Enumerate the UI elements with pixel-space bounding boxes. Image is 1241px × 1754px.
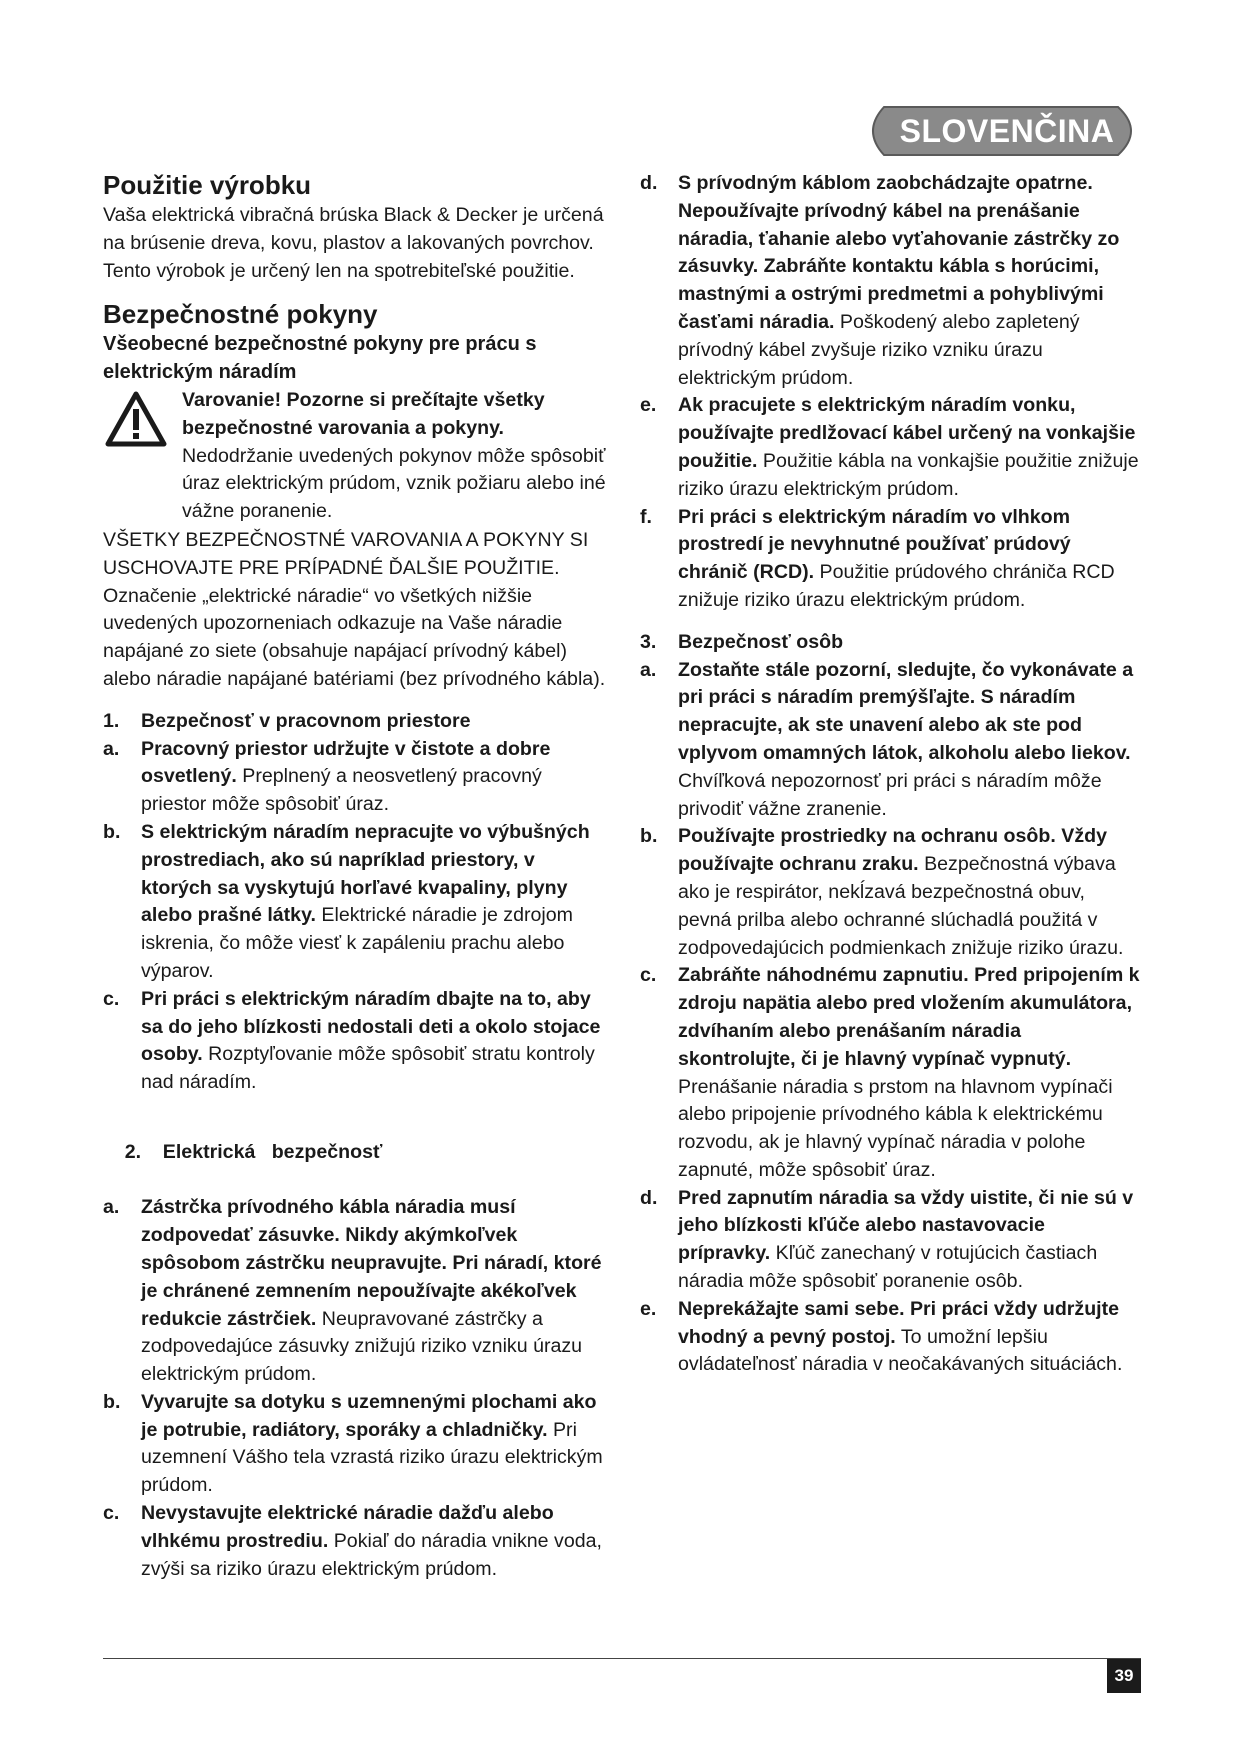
item-letter: c. xyxy=(640,964,657,987)
item-letter: b. xyxy=(103,820,121,843)
item-text: Prenášanie náradia s prstom na hlavnom vypínači alebo pripojenie prívodného kábla k elektrickému rozvodu, ak je hlavný vypínač náradia v polohe zapnuté, môže spôsobiť úraz. xyxy=(678,1075,1113,1181)
list-item xyxy=(103,1389,608,1500)
item-letter: d. xyxy=(640,1186,658,1209)
item-text: Elektrické náradie je zdrojom iskrenia, čo môže viesť k zapáleniu prachu alebo výparov. xyxy=(141,904,573,982)
item-text: Pri uzemnení Vášho tela vzrastá riziko úrazu elektrickým prúdom. xyxy=(141,1418,603,1497)
section-2-number: 2. xyxy=(124,1140,142,1163)
list-item xyxy=(103,736,608,819)
usage-title: Použitie výrobku xyxy=(103,170,312,200)
list-item xyxy=(640,170,1140,392)
section-2-title: Elektrická bezpečnosť xyxy=(162,1140,383,1163)
item-letter: a. xyxy=(103,1196,120,1219)
item-text: Použitie prúdového chrániča RCD znižuje riziko úrazu elektrickým prúdom. xyxy=(678,561,1115,611)
list-item xyxy=(103,1500,608,1583)
list-item xyxy=(640,962,1140,1184)
power-tool-term-text: Označenie „elektrické náradie“ vo všetkých nižšie uvedených upozorneniach odkazuje na Vaše náradie napájané zo siete (obsahuje napájací prívodný kábel) alebo náradie napájané batériami (bez prívodného kábla). xyxy=(103,584,606,690)
item-letter: b. xyxy=(640,825,658,848)
list-item xyxy=(640,1296,1140,1379)
list-item xyxy=(640,392,1140,503)
language-badge-label: SLOVENČINA xyxy=(899,113,1115,149)
item-bold-text: Zástrčka prívodného kábla náradia musí zodpovedať zásuvke. Nikdy akýmkoľvek spôsobom zástrčku neupravujte. Pri náradí, ktoré je chránené zemnením nepoužívajte akékoľvek redukcie zástrčiek. xyxy=(141,1196,602,1330)
item-letter: d. xyxy=(640,172,658,194)
list-item xyxy=(640,657,1140,824)
section-1-number: 1. xyxy=(103,709,120,732)
item-bold-text: Neprekážajte sami sebe. Pri práci vždy udržujte vhodný a pevný postoj. xyxy=(678,1297,1120,1348)
item-text: Bezpečnostná výbava ako je respirátor, nekĺzavá bezpečnostná obuv, pevná prilba alebo ochranné slúchadlá použitá v zodpovedajúcich podmienkach znižuje riziko úrazu. xyxy=(678,853,1124,959)
item-letter: a. xyxy=(103,737,120,760)
list-item xyxy=(103,819,608,986)
item-bold-text: S prívodným káblom zaobchádzajte opatrne. Nepoužívajte prívodný kábel na prenášanie náradia, ťahanie alebo vyťahovanie zástrčky zo zásuvky. Zabráňte kontaktu kábla s horúcimi, mastnými a ostrými predmetmi a pohyblivými časťami náradia. xyxy=(678,172,1120,333)
footer-divider xyxy=(103,1658,1141,1659)
item-bold-text: Zabráňte náhodnému zapnutiu. Pred pripojením k zdroju napätia alebo pred vložením akumulátora, zdvíhaním alebo prenášaním náradia skontrolujte, či je hlavný vypínač vypnutý. xyxy=(678,964,1140,1070)
item-text: Preplnený a neosvetlený pracovný priestor môže spôsobiť úraz. xyxy=(141,765,542,816)
language-badge xyxy=(868,105,1146,157)
item-letter: c. xyxy=(103,987,120,1010)
item-text: Neupravované zástrčky a zodpovedajúce zásuvky znižujú riziko vzniku úrazu elektrickým prúdom. xyxy=(141,1307,583,1386)
section-1-title: Bezpečnosť v pracovnom priestore xyxy=(141,709,471,732)
list-item xyxy=(640,504,1140,615)
list-item xyxy=(103,986,608,1097)
keep-instructions-text: VŠETKY BEZPEČNOSTNÉ VAROVANIA A POKYNY SI USCHOVAJTE PRE PRÍPADNÉ ĎALŠIE POUŽITIE. xyxy=(103,528,589,579)
warning-bold-text: Varovanie! Pozorne si prečítajte všetky bezpečnostné varovania a pokyny. xyxy=(182,388,545,439)
item-text: Rozptyľovanie môže spôsobiť stratu kontroly nad náradím. xyxy=(141,1043,595,1094)
item-bold-text: Vyvarujte sa dotyku s uzemnenými plochami ako je potrubie, radiátory, sporáky a chladničky. xyxy=(141,1390,597,1441)
section-1-heading xyxy=(103,708,608,736)
usage-text: Vaša elektrická vibračná brúska Black & Decker je určená na brúsenie dreva, kovu, plastov a lakovaných povrchov. Tento výrobok je určený len na spotrebiteľské použitie. xyxy=(103,204,604,282)
item-bold-text: Pracovný priestor udržujte v čistote a dobre osvetlený. xyxy=(141,737,551,788)
item-text: To umožní lepšiu ovládateľnosť náradia v neočakávaných situáciách. xyxy=(678,1325,1123,1376)
item-text: Chvíľková nepozornosť pri práci s náradím môže privodiť vážne zranenie. xyxy=(678,769,1102,820)
warning-text: Nedodržanie uvedených pokynov môže spôsobiť úraz elektrickým prúdom, vznik požiaru alebo iné vážne poranenie. xyxy=(182,444,606,523)
safety-title: Bezpečnostné pokyny xyxy=(103,299,378,330)
item-text: Použitie kábla na vonkajšie použitie znižuje riziko úrazu elektrickým prúdom. xyxy=(678,449,1139,500)
item-bold-text: Ak pracujete s elektrickým náradím vonku, používajte predlžovací kábel určený na vonkajšie použitie. xyxy=(678,394,1136,472)
item-bold-text: Používajte prostriedky na ochranu osôb. Vždy používajte ochranu zraku. xyxy=(678,825,1107,876)
section-3-heading xyxy=(640,629,1140,657)
general-safety-title: Všeobecné bezpečnostné pokyny pre prácu s elektrickým náradím xyxy=(103,333,537,384)
list-item xyxy=(640,1185,1140,1296)
item-letter: b. xyxy=(103,1390,121,1413)
item-bold-text: Pri práci s elektrickým náradím dbajte na to, aby sa do jeho blízkosti nedostali deti a okolo stojace osoby. xyxy=(141,987,601,1066)
item-letter: e. xyxy=(640,394,657,417)
item-letter: e. xyxy=(640,1297,657,1320)
section-3-number: 3. xyxy=(640,630,657,653)
item-bold-text: Pri práci s elektrickým náradím vo vlhkom prostredí je nevyhnutné používať prúdový chránič (RCD). xyxy=(678,505,1071,584)
item-bold-text: Zostaňte stále pozorní, sledujte, čo vykonávate a pri práci s náradím premýšľajte. S náradím nepracujte, ak ste unavení alebo ak ste pod vplyvom omamných látok, alkoholu alebo liekov. xyxy=(678,658,1134,764)
item-text: Pokiaľ do náradia vnikne voda, zvýši sa riziko úrazu elektrickým prúdom. xyxy=(141,1529,602,1580)
item-bold-text: S elektrickým náradím nepracujte vo výbušných prostrediach, ako sú napríklad priestory, v ktorých sa vyskytujú horľavé kvapaliny, plyny alebo prašné látky. xyxy=(141,820,590,927)
item-bold-text: Nevystavujte elektrické náradie dažďu alebo vlhkému prostrediu. xyxy=(141,1502,554,1552)
right-column xyxy=(640,170,1140,1379)
warning-block xyxy=(103,387,608,527)
left-column xyxy=(103,170,608,1583)
section-2-heading xyxy=(103,1111,608,1194)
item-letter: f. xyxy=(640,505,652,528)
item-bold-text: Pred zapnutím náradia sa vždy uistite, či nie sú v jeho blízkosti kľúče alebo nastavovacie prípravky. xyxy=(678,1186,1134,1265)
list-item xyxy=(640,823,1140,962)
item-letter: c. xyxy=(103,1502,120,1525)
section-3-title: Bezpečnosť osôb xyxy=(678,630,844,653)
page-number: 39 xyxy=(1107,1659,1141,1693)
item-letter: a. xyxy=(640,658,657,681)
item-text: Poškodený alebo zapletený prívodný kábel zvyšuje riziko vzniku úrazu elektrickým prúdom. xyxy=(678,310,1080,389)
list-item xyxy=(103,1194,608,1389)
item-text: Kľúč zanechaný v rotujúcich častiach náradia môže spôsobiť poranenie osôb. xyxy=(678,1242,1098,1293)
warning-triangle-icon xyxy=(105,391,167,447)
